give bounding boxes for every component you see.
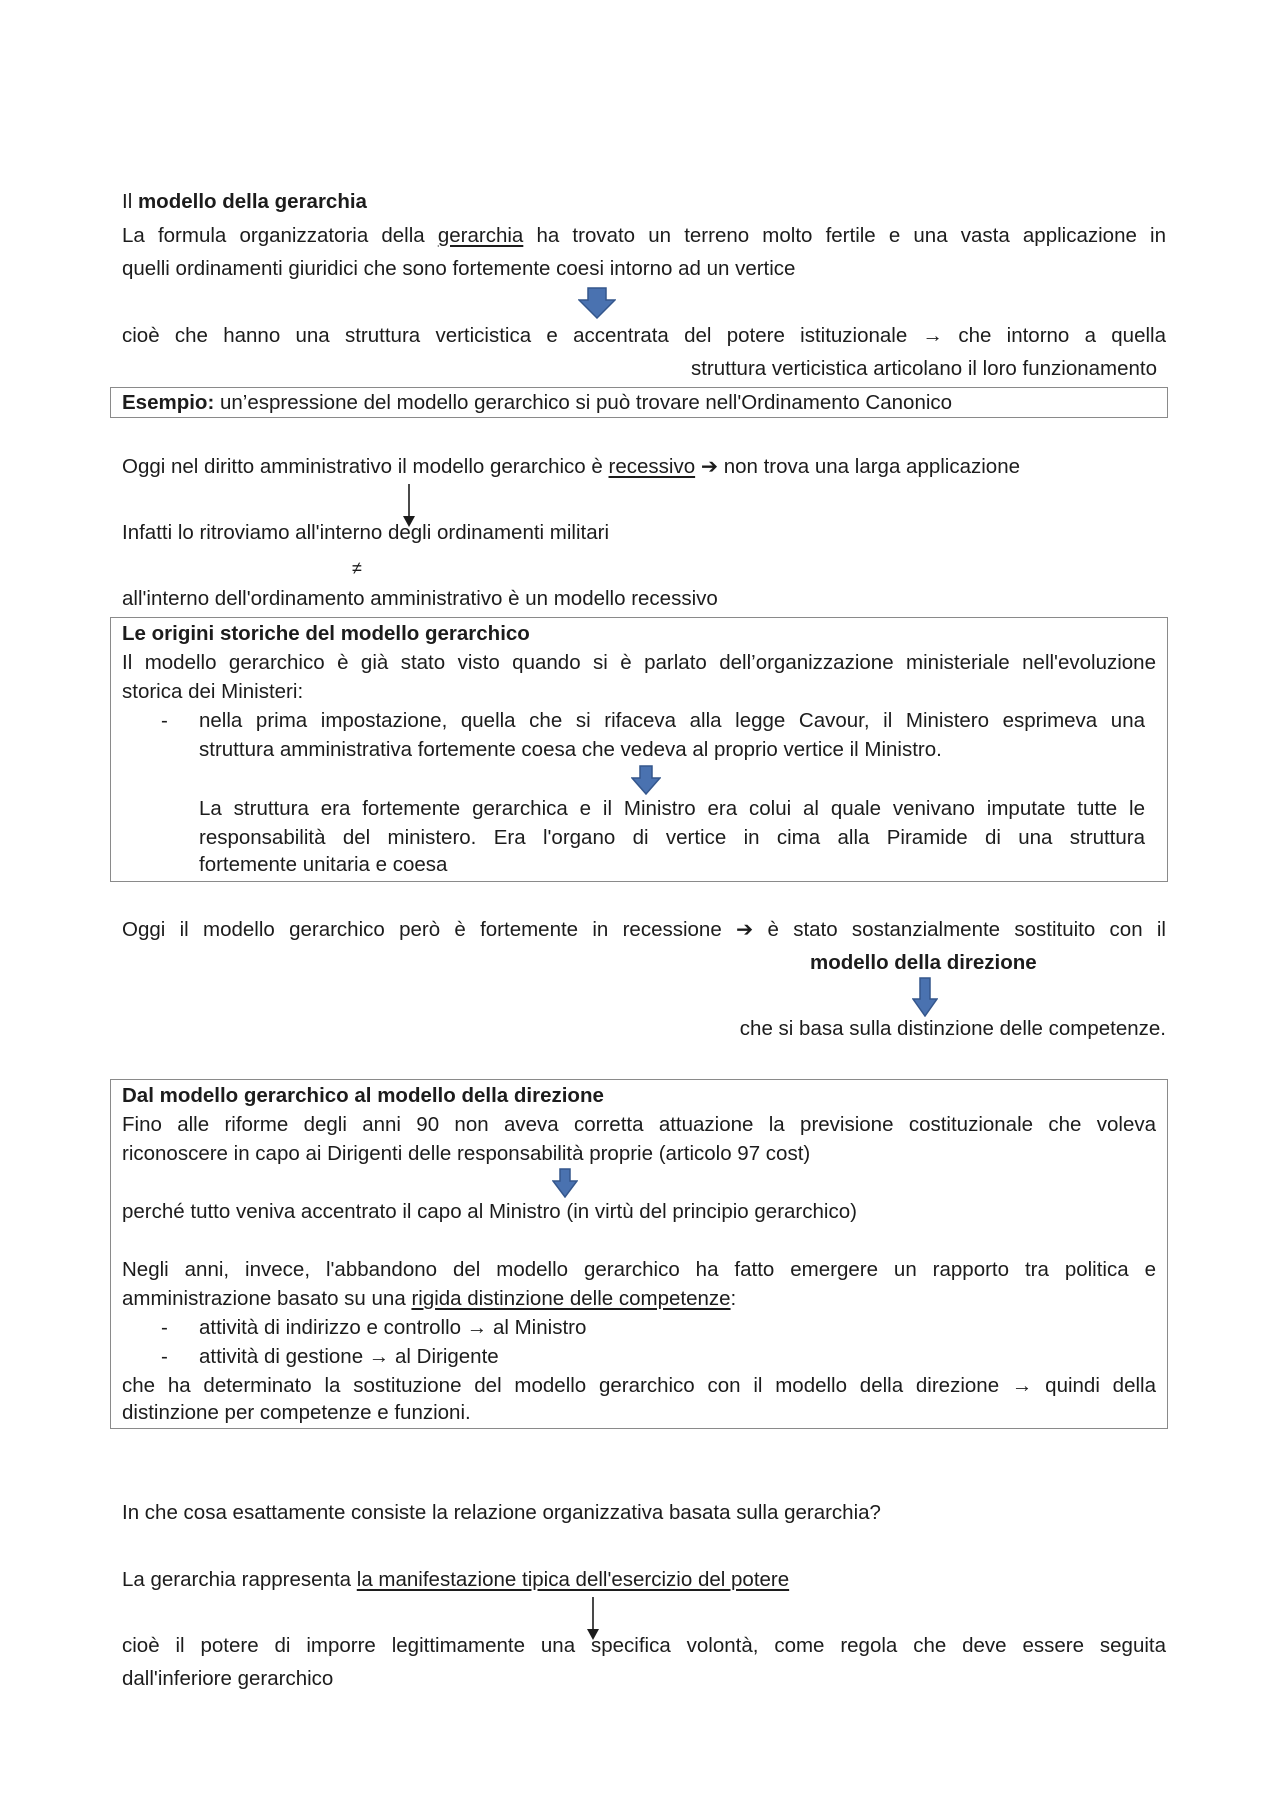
right-arrow-icon: ➔ <box>736 918 754 941</box>
underlined-term: rigida distinzione delle competenze <box>411 1287 731 1310</box>
title-bold: modello della gerarchia <box>137 190 367 213</box>
paragraph-line: cioè il potere di imporre legittimamente una specifica volontà, come regola che deve essere seguita <box>122 1634 1166 1657</box>
underlined-term: gerarchia <box>437 224 524 247</box>
underlined-term: recessivo <box>608 455 696 478</box>
paragraph-line <box>122 915 1166 944</box>
text-run: amministrazione basato su una <box>122 1287 412 1310</box>
text-run: non trova una larga applicazione <box>718 455 1021 478</box>
paragraph-line <box>122 1565 1166 1594</box>
bullet-dash: - <box>161 1316 168 1339</box>
box-line: storica dei Ministeri: <box>122 680 304 703</box>
box-line: che ha determinato la sostituzione del modello gerarchico con il modello della direzione → quindi della <box>122 1374 1156 1397</box>
text-run: La gerarchia rappresenta <box>122 1568 357 1591</box>
paragraph-line: Infatti lo ritroviamo all'interno degli ordinamenti militari <box>122 521 610 544</box>
down-arrow-icon <box>578 287 616 319</box>
paragraph-line: all'interno dell'ordinamento amministrativo è un modello recessivo <box>122 587 718 610</box>
down-arrow-icon <box>912 977 938 1017</box>
paragraph-line <box>122 221 1166 250</box>
bullet-line: attività di indirizzo e controllo → al Ministro <box>199 1316 587 1339</box>
bullet-line: responsabilità del ministero. Era l'organo di vertice in cima alla Piramide di una struttura <box>199 826 1145 849</box>
bullet-line: struttura amministrativa fortemente coesa che vedeva al proprio vertice il Ministro. <box>199 738 942 761</box>
paragraph-line: dall'inferiore gerarchico <box>122 1667 334 1690</box>
box-line: Negli anni, invece, l'abbandono del modello gerarchico ha fatto emergere un rapporto tra politica e <box>122 1258 1156 1281</box>
paragraph-line: struttura verticistica articolano il loro funzionamento <box>690 357 1157 380</box>
title-prefix: Il <box>122 190 138 213</box>
text-run: La formula organizzatoria della <box>122 224 438 247</box>
down-arrow-icon <box>631 765 661 795</box>
example-box <box>110 387 1168 418</box>
text-run: Oggi il modello gerarchico però è fortemente in recessione <box>122 918 737 941</box>
bullet-dash: - <box>161 1345 168 1368</box>
question-line: In che cosa esattamente consiste la relazione organizzativa basata sulla gerarchia? <box>122 1501 881 1524</box>
bullet-line: nella prima impostazione, quella che si rifaceva alla legge Cavour, il Ministero esprimeva una <box>199 709 1145 732</box>
box-line <box>122 1284 1156 1313</box>
box-title <box>122 1081 1156 1110</box>
box-line: Il modello gerarchico è già stato visto quando si è parlato dell’organizzazione ministeriale nell'evoluzione <box>122 651 1156 674</box>
example-text <box>122 388 1156 417</box>
bullet-dash: - <box>161 709 168 732</box>
bullet-line: attività di gestione → al Dirigente <box>199 1345 499 1368</box>
paragraph-line <box>122 452 1166 481</box>
box-title-text: Le origini storiche del modello gerarchico <box>122 622 530 645</box>
box-line: riconoscere in capo ai Dirigenti delle responsabilità proprie (articolo 97 cost) <box>122 1142 811 1165</box>
origins-box <box>110 617 1168 882</box>
box-line: Fino alle riforme degli anni 90 non aveva corretta attuazione la previsione costituzionale che voleva <box>122 1113 1156 1136</box>
down-arrow-icon <box>552 1168 578 1198</box>
section-title <box>122 187 1166 216</box>
bullet-line: La struttura era fortemente gerarchica e il Ministro era colui al quale venivano imputate tutte le <box>199 797 1145 820</box>
right-arrow-icon: ➔ <box>700 455 718 478</box>
example-label: Esempio: <box>122 391 215 414</box>
text-run: Oggi nel diritto amministrativo il modello gerarchico è <box>122 455 609 478</box>
bold-term-text: modello della direzione <box>810 951 1037 974</box>
box-title-text: Dal modello gerarchico al modello della direzione <box>122 1084 604 1107</box>
not-equal-symbol: ≠ <box>352 558 362 578</box>
text-run: è stato sostanzialmente sostituito con il <box>753 918 1166 941</box>
underlined-term: la manifestazione tipica dell'esercizio del potere <box>356 1568 790 1591</box>
box-line: distinzione per competenze e funzioni. <box>122 1401 471 1424</box>
paragraph-line: cioè che hanno una struttura verticistica e accentrata del potere istituzionale → che intorno a quella <box>122 324 1166 347</box>
bold-term <box>810 948 1110 977</box>
box-line: perché tutto veniva accentrato il capo al Ministro (in virtù del principio gerarchico) <box>122 1200 857 1223</box>
box-title <box>122 619 1156 648</box>
text-run: un’espressione del modello gerarchico si può trovare nell'Ordinamento Canonico <box>214 391 953 414</box>
paragraph-line: che si basa sulla distinzione delle competenze. <box>739 1017 1166 1040</box>
direction-box <box>110 1079 1168 1429</box>
bullet-line: fortemente unitaria e coesa <box>199 853 448 876</box>
text-run: : <box>730 1287 737 1310</box>
text-run: ha trovato un terreno molto fertile e una vasta applicazione in <box>523 224 1166 247</box>
paragraph-line: quelli ordinamenti giuridici che sono fortemente coesi intorno ad un vertice <box>122 257 796 280</box>
